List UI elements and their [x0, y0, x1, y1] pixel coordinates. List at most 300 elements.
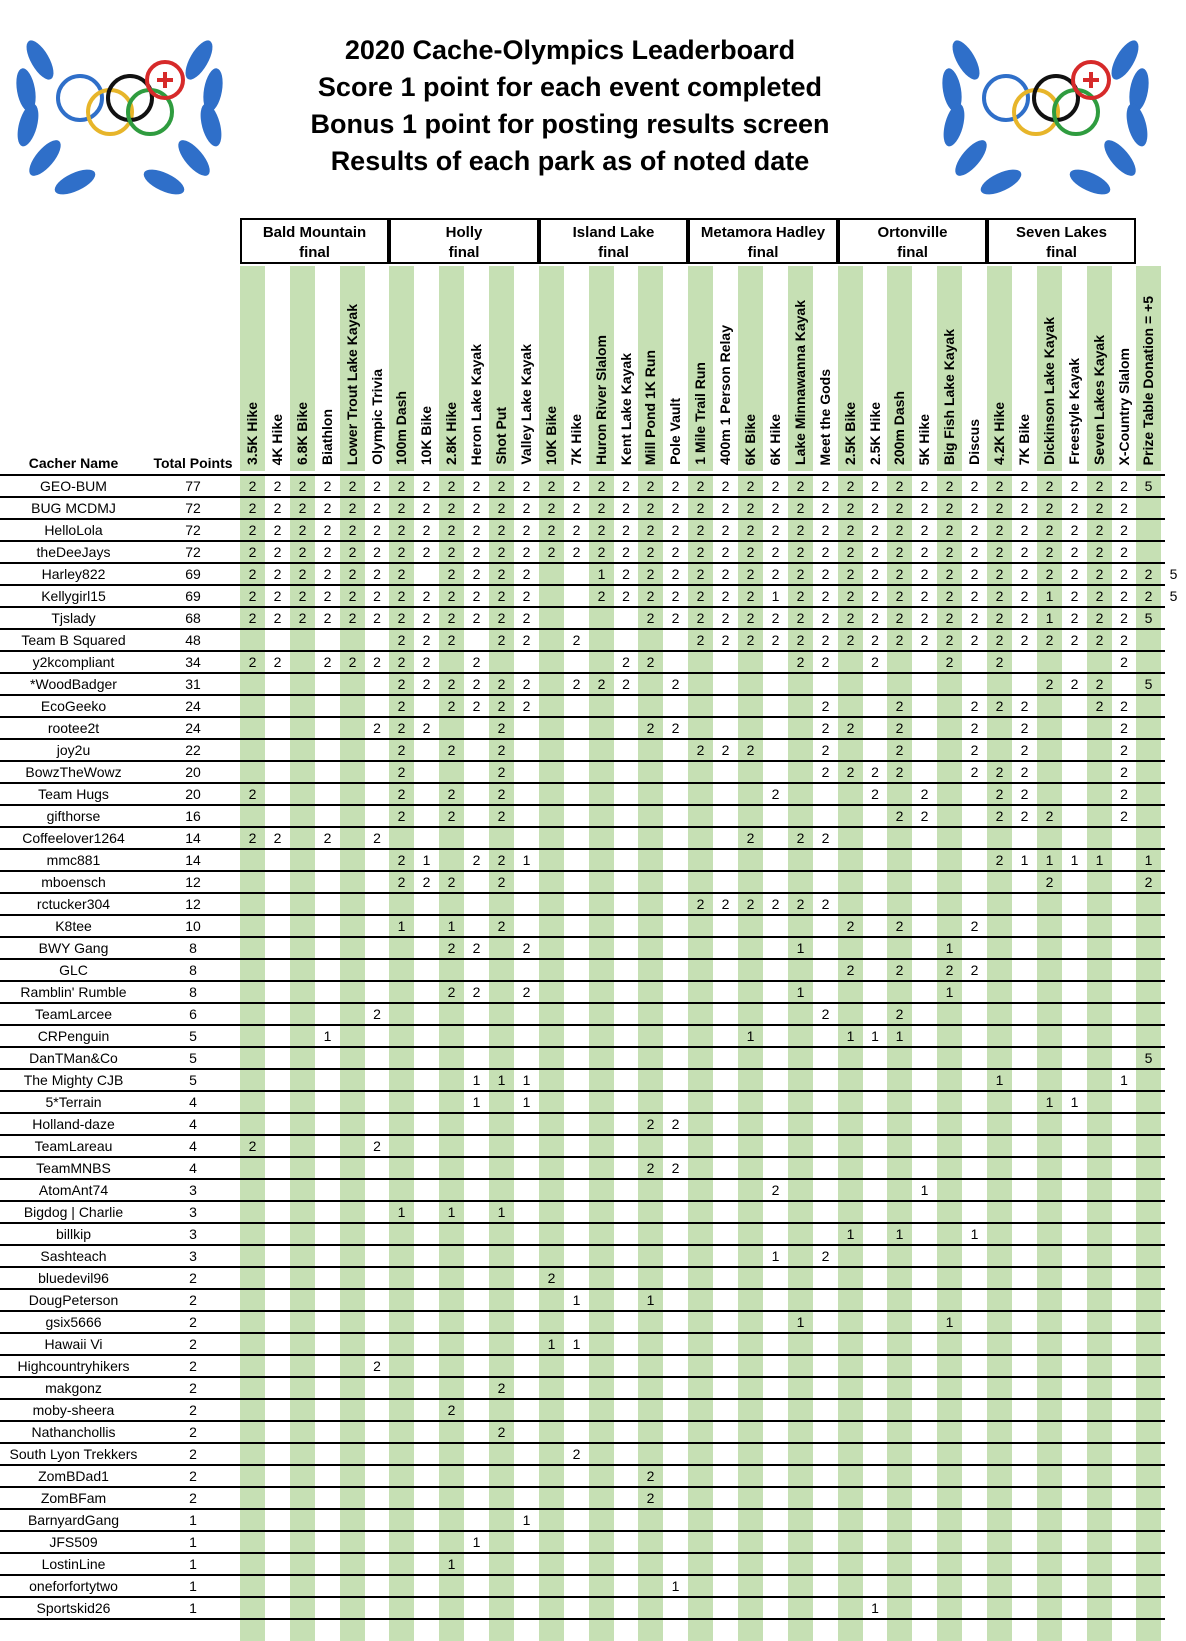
score-cell	[489, 1510, 514, 1530]
score-cell	[887, 1444, 912, 1464]
score-cell	[1037, 1598, 1062, 1618]
score-cell	[838, 1378, 863, 1398]
score-cell	[688, 1246, 713, 1266]
score-cell: 2	[373, 720, 381, 736]
score-cell	[389, 1224, 414, 1244]
score-cell: 2	[788, 652, 813, 672]
score-cell: 2	[1120, 566, 1128, 582]
score-cell	[589, 1048, 614, 1068]
stripe	[589, 1620, 614, 1641]
total-points: 12	[185, 896, 201, 912]
score-cell	[887, 872, 912, 892]
score-cell	[489, 894, 514, 914]
cacher-name: HelloLola	[44, 522, 103, 538]
table-row	[0, 650, 1165, 672]
score-cell: 2	[987, 608, 1012, 628]
cacher-name: rctucker304	[36, 896, 111, 912]
score-cell	[589, 850, 614, 870]
score-cell	[738, 762, 763, 782]
score-cell	[887, 1312, 912, 1332]
score-cell: 2	[1070, 676, 1079, 692]
score-cell	[788, 1290, 813, 1310]
score-cell: 2	[572, 478, 581, 494]
score-cell: 2	[871, 654, 879, 670]
score-cell	[539, 1114, 564, 1134]
score-cell: 2	[871, 764, 879, 780]
score-cell	[1136, 740, 1161, 760]
score-cell	[788, 1026, 813, 1046]
score-cell	[340, 1554, 365, 1574]
score-cell: 2	[721, 478, 730, 494]
score-cell: 2	[1037, 542, 1062, 562]
score-cell	[539, 674, 564, 694]
score-cell	[987, 1092, 1012, 1112]
score-cell	[340, 1466, 365, 1486]
park-name: Metamora Hadley	[700, 224, 826, 241]
score-cell	[688, 1554, 713, 1574]
score-cell: 2	[240, 784, 265, 804]
score-cell	[589, 872, 614, 892]
score-cell	[1087, 1136, 1112, 1156]
score-cell	[290, 1224, 315, 1244]
score-cell	[489, 1092, 514, 1112]
score-cell	[290, 1554, 315, 1574]
score-cell	[340, 1048, 365, 1068]
cacher-name: ZomBDad1	[38, 1468, 109, 1484]
score-cell	[1136, 1114, 1161, 1134]
score-cell	[290, 1114, 315, 1134]
table-row	[0, 1596, 1165, 1618]
score-cell: 2	[970, 962, 979, 978]
score-cell	[688, 1400, 713, 1420]
score-cell: 1	[638, 1290, 663, 1310]
score-cell	[1136, 1246, 1161, 1266]
score-cell: 2	[373, 500, 381, 516]
event-column-header	[738, 266, 763, 471]
event-column-header	[912, 266, 937, 471]
score-cell	[1087, 1158, 1112, 1178]
score-cell: 1	[489, 1202, 514, 1222]
table-row	[0, 738, 1165, 760]
score-cell: 2	[240, 652, 265, 672]
score-cell	[1037, 1510, 1062, 1530]
total-points-header: Total Points	[153, 455, 233, 471]
table-row	[0, 1310, 1165, 1332]
score-cell	[539, 1510, 564, 1530]
score-cell	[688, 916, 713, 936]
score-cell: 2	[1087, 674, 1112, 694]
score-cell: 1	[1037, 586, 1062, 606]
event-label: Mill Pond 1K Run	[642, 349, 658, 465]
score-cell	[539, 1532, 564, 1552]
score-cell	[1037, 938, 1062, 958]
score-cell	[987, 1598, 1012, 1618]
score-cell: 2	[439, 938, 464, 958]
score-cell	[389, 894, 414, 914]
score-cell: 2	[937, 608, 962, 628]
score-cell	[539, 1092, 564, 1112]
score-cell: 2	[738, 586, 763, 606]
score-cell: 2	[1020, 764, 1029, 780]
score-cell	[290, 806, 315, 826]
score-cell	[290, 696, 315, 716]
total-points: 69	[185, 588, 201, 604]
event-label: 400m 1 Person Relay	[717, 324, 733, 465]
score-cell	[887, 1092, 912, 1112]
score-cell: 2	[422, 654, 431, 670]
score-cell: 2	[721, 588, 730, 604]
table-row	[0, 1376, 1165, 1398]
cacher-name: billkip	[55, 1226, 91, 1242]
score-cell: 1	[937, 938, 962, 958]
score-cell	[838, 1004, 863, 1024]
table-filler	[0, 1618, 1165, 1641]
score-cell	[240, 1004, 265, 1024]
park-header	[389, 218, 539, 264]
score-cell: 2	[771, 544, 780, 560]
stripe	[788, 1620, 813, 1641]
score-cell	[240, 1444, 265, 1464]
cacher-name: DanTMan&Co	[29, 1050, 118, 1066]
olympic-logo-right	[926, 0, 1165, 218]
score-cell	[987, 1488, 1012, 1508]
score-cell: 2	[373, 1138, 381, 1154]
score-cell: 2	[622, 588, 630, 604]
score-cell	[788, 1356, 813, 1376]
score-cell: 2	[838, 608, 863, 628]
score-cell: 2	[1087, 630, 1112, 650]
score-cell: 2	[489, 806, 514, 826]
score-cell: 2	[522, 566, 531, 582]
cacher-name: Team B Squared	[21, 632, 126, 648]
score-cell	[589, 696, 614, 716]
score-cell	[389, 1092, 414, 1112]
table-row	[0, 1574, 1165, 1596]
score-cell: 2	[821, 1006, 830, 1022]
total-points: 2	[189, 1336, 197, 1352]
score-cell: 2	[522, 478, 531, 494]
score-cell	[788, 1092, 813, 1112]
score-cell	[439, 1334, 464, 1354]
cacher-name: EcoGeeko	[40, 698, 107, 714]
score-cell: 2	[920, 808, 929, 824]
score-cell: 2	[937, 520, 962, 540]
score-cell	[340, 828, 365, 848]
cacher-name: BWY Gang	[38, 940, 109, 956]
event-label: Huron River Slalom	[593, 335, 609, 465]
score-cell: 2	[422, 874, 431, 890]
event-column-header	[365, 266, 389, 471]
score-cell	[240, 1158, 265, 1178]
score-cell	[290, 938, 315, 958]
score-cell: 2	[1020, 544, 1029, 560]
score-cell	[439, 1114, 464, 1134]
score-cell: 2	[671, 478, 680, 494]
score-cell	[240, 1554, 265, 1574]
score-cell: 2	[522, 522, 531, 538]
score-cell	[937, 828, 962, 848]
event-label: Freestyle Kayak	[1066, 358, 1082, 465]
score-cell	[539, 1180, 564, 1200]
score-cell	[1087, 1070, 1112, 1090]
score-cell	[738, 1400, 763, 1420]
title-line: Score 1 point for each event completed	[317, 72, 823, 102]
cacher-name: The Mighty CJB	[23, 1072, 124, 1088]
score-cell	[738, 960, 763, 980]
score-cell: 2	[472, 610, 481, 626]
score-cell	[738, 1180, 763, 1200]
cacher-name: theDeeJays	[36, 544, 111, 560]
score-cell	[290, 960, 315, 980]
score-cell: 2	[622, 566, 630, 582]
score-cell: 2	[738, 520, 763, 540]
score-cell	[937, 1136, 962, 1156]
score-cell	[439, 960, 464, 980]
score-cell	[1136, 1224, 1161, 1244]
event-column-header	[813, 266, 838, 471]
score-cell	[539, 806, 564, 826]
score-cell: 2	[1120, 808, 1128, 824]
score-cell	[688, 674, 713, 694]
event-column-header	[887, 266, 912, 471]
score-cell: 2	[323, 566, 332, 582]
score-cell	[439, 1378, 464, 1398]
table-row	[0, 562, 1178, 584]
score-cell	[638, 1268, 663, 1288]
score-cell: 2	[389, 652, 414, 672]
score-cell	[340, 916, 365, 936]
score-cell: 2	[489, 498, 514, 518]
score-cell: 2	[439, 608, 464, 628]
score-cell: 2	[522, 588, 531, 604]
event-label: Shot Put	[493, 407, 509, 465]
score-cell	[340, 1334, 365, 1354]
score-cell	[738, 1312, 763, 1332]
score-cell	[1037, 1224, 1062, 1244]
score-cell: 2	[240, 498, 265, 518]
score-cell: 2	[589, 498, 614, 518]
score-cell	[539, 1158, 564, 1178]
score-cell	[1136, 806, 1161, 826]
score-cell	[1136, 630, 1161, 650]
score-cell	[240, 872, 265, 892]
score-cell: 2	[1070, 566, 1079, 582]
score-cell: 2	[489, 762, 514, 782]
table-row	[0, 1420, 1165, 1442]
score-cell	[290, 1334, 315, 1354]
score-cell	[638, 1356, 663, 1376]
score-cell: 2	[290, 608, 315, 628]
score-cell	[539, 630, 564, 650]
score-cell: 5	[1169, 566, 1178, 582]
score-cell	[389, 1598, 414, 1618]
score-cell: 2	[838, 476, 863, 496]
score-cell	[887, 982, 912, 1002]
score-cell: 2	[1087, 586, 1112, 606]
score-cell	[838, 674, 863, 694]
score-cell	[887, 1576, 912, 1596]
score-cell: 2	[887, 806, 912, 826]
total-points: 4	[189, 1160, 197, 1176]
score-cell: 1	[1087, 850, 1112, 870]
score-cell	[589, 1026, 614, 1046]
score-cell	[389, 1400, 414, 1420]
score-cell	[290, 1422, 315, 1442]
score-cell: 2	[240, 476, 265, 496]
score-cell	[788, 916, 813, 936]
total-points: 3	[189, 1248, 197, 1264]
score-cell	[290, 872, 315, 892]
score-cell: 2	[373, 566, 381, 582]
cacher-name: Bigdog | Charlie	[23, 1204, 124, 1220]
score-cell: 2	[671, 1116, 680, 1132]
score-cell	[688, 1092, 713, 1112]
score-cell	[1087, 1246, 1112, 1266]
score-cell	[439, 718, 464, 738]
score-cell	[1037, 1444, 1062, 1464]
score-cell	[539, 850, 564, 870]
score-cell	[688, 1510, 713, 1530]
score-cell	[738, 1070, 763, 1090]
score-cell: 2	[771, 896, 780, 912]
score-cell: 2	[439, 872, 464, 892]
score-cell: 2	[1120, 544, 1128, 560]
score-cell: 2	[771, 610, 780, 626]
score-cell	[290, 1378, 315, 1398]
score-cell	[788, 1444, 813, 1464]
score-cell	[987, 1400, 1012, 1420]
score-cell	[788, 696, 813, 716]
score-cell	[638, 1598, 663, 1618]
score-cell	[439, 652, 464, 672]
score-cell	[1136, 1576, 1161, 1596]
score-cell	[688, 762, 713, 782]
score-cell: 2	[522, 544, 531, 560]
score-cell	[838, 850, 863, 870]
score-cell	[340, 1004, 365, 1024]
score-cell	[838, 1334, 863, 1354]
score-cell	[340, 1576, 365, 1596]
score-cell	[937, 872, 962, 892]
score-cell: 1	[887, 1224, 912, 1244]
score-cell	[937, 674, 962, 694]
score-cell	[240, 630, 265, 650]
total-points: 1	[189, 1600, 197, 1616]
score-cell	[539, 872, 564, 892]
score-cell	[539, 894, 564, 914]
score-cell	[937, 1268, 962, 1288]
table-row	[0, 1112, 1165, 1134]
score-cell	[1037, 718, 1062, 738]
score-cell	[389, 1180, 414, 1200]
total-points: 8	[189, 940, 197, 956]
score-cell	[638, 1224, 663, 1244]
score-cell: 2	[821, 764, 830, 780]
score-cell	[838, 1114, 863, 1134]
score-cell	[738, 696, 763, 716]
event-label: Pole Vault	[667, 398, 683, 465]
score-cell	[788, 1158, 813, 1178]
score-cell	[240, 1202, 265, 1222]
total-points: 5	[189, 1072, 197, 1088]
score-cell	[838, 1180, 863, 1200]
score-cell: 1	[522, 1094, 531, 1110]
score-cell	[887, 1180, 912, 1200]
score-cell	[638, 894, 663, 914]
park-status: final	[1046, 244, 1077, 261]
score-cell: 2	[671, 522, 680, 538]
score-cell	[340, 1378, 365, 1398]
score-cell: 2	[887, 586, 912, 606]
total-points: 2	[189, 1402, 197, 1418]
stripe	[688, 1620, 713, 1641]
score-cell	[340, 1202, 365, 1222]
score-cell	[439, 1356, 464, 1376]
event-column-header	[863, 266, 887, 471]
score-cell	[1087, 784, 1112, 804]
cacher-name: joy2u	[56, 742, 91, 758]
score-cell	[688, 1026, 713, 1046]
score-cell: 2	[572, 676, 581, 692]
score-cell	[539, 982, 564, 1002]
score-cell	[1087, 652, 1112, 672]
score-cell	[1136, 894, 1161, 914]
score-cell	[838, 652, 863, 672]
score-cell	[688, 1004, 713, 1024]
score-cell: 2	[323, 588, 332, 604]
score-cell	[340, 762, 365, 782]
score-cell	[240, 1224, 265, 1244]
table-row	[0, 1002, 1165, 1024]
total-points: 4	[189, 1138, 197, 1154]
score-cell: 2	[1020, 588, 1029, 604]
score-cell: 2	[340, 498, 365, 518]
score-cell: 1	[937, 982, 962, 1002]
score-cell	[489, 1444, 514, 1464]
cacher-name: TeamLarcee	[34, 1006, 113, 1022]
score-cell: 2	[871, 544, 879, 560]
score-cell	[1087, 1048, 1112, 1068]
score-cell	[240, 1114, 265, 1134]
event-column-header	[713, 266, 738, 471]
score-cell	[439, 1598, 464, 1618]
score-cell	[987, 1554, 1012, 1574]
score-cell: 2	[887, 762, 912, 782]
score-cell	[788, 1510, 813, 1530]
score-cell: 2	[522, 676, 531, 692]
event-column-header	[763, 266, 788, 471]
score-cell	[838, 1312, 863, 1332]
event-label: Meet the Gods	[817, 368, 833, 465]
score-cell: 2	[439, 784, 464, 804]
score-cell: 2	[638, 1114, 663, 1134]
score-cell	[1136, 1532, 1161, 1552]
score-cell	[1037, 1356, 1062, 1376]
score-cell	[987, 828, 1012, 848]
total-points: 2	[189, 1358, 197, 1374]
score-cell: 1	[389, 1202, 414, 1222]
score-cell: 1	[489, 1070, 514, 1090]
score-cell	[638, 828, 663, 848]
score-cell: 2	[871, 522, 879, 538]
score-cell: 2	[721, 610, 730, 626]
score-cell	[1136, 916, 1161, 936]
score-cell	[489, 938, 514, 958]
table-row	[0, 914, 1165, 936]
score-cell	[1136, 718, 1161, 738]
total-points: 72	[185, 544, 201, 560]
score-cell: 2	[1037, 498, 1062, 518]
